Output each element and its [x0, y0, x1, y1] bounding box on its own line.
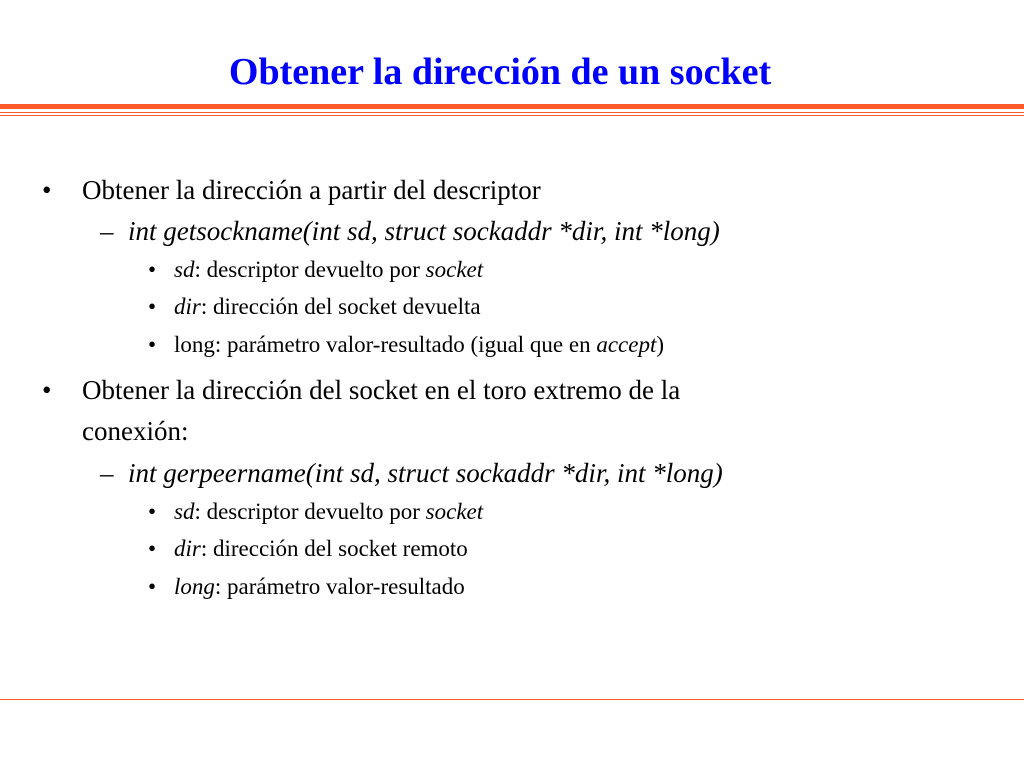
- ref-socket: socket: [425, 499, 484, 524]
- dash-marker: –: [100, 458, 114, 488]
- section1-bullet-text: Obtener la dirección a partir del descriptor: [82, 175, 541, 205]
- term-dir: dir: [174, 294, 201, 319]
- section2-bullet-text-line1: Obtener la dirección del socket en el toro extremo de la: [82, 375, 681, 405]
- section1-item-long: [174, 330, 664, 360]
- sub-bullet-marker: •: [148, 536, 157, 561]
- ref-accept: accept: [596, 332, 657, 357]
- item-description: dirección del socket remoto: [212, 536, 468, 561]
- item-description: dirección del socket devuelta: [212, 294, 481, 319]
- sub-bullet-marker: •: [148, 332, 157, 357]
- sub-bullet-marker: •: [148, 574, 157, 599]
- item-description: descriptor devuelto por: [206, 257, 426, 282]
- dash-marker: –: [100, 216, 114, 246]
- bullet-marker: •: [42, 175, 52, 205]
- term-sd: sd: [174, 499, 195, 524]
- sub-bullet-marker: •: [148, 499, 157, 524]
- sub-bullet-marker: •: [148, 294, 157, 319]
- separator: :: [194, 499, 207, 524]
- term-sd: sd: [174, 257, 195, 282]
- footer-divider: [0, 699, 1024, 700]
- slide-title: Obtener la dirección de un socket: [228, 51, 772, 93]
- item-description: parámetro valor-resultado: [227, 574, 465, 599]
- section1-item-dir: [174, 292, 481, 322]
- term-dir: dir: [174, 536, 201, 561]
- separator: :: [194, 257, 207, 282]
- section2-item-dir: [174, 534, 468, 564]
- section2-signature: int gerpeername(int sd, struct sockaddr *dir, int *long): [128, 458, 723, 488]
- ref-socket: socket: [425, 257, 484, 282]
- separator: :: [200, 536, 213, 561]
- closing-paren: ): [656, 332, 665, 357]
- section2-item-long: [174, 572, 465, 602]
- bullet-marker: •: [42, 375, 52, 405]
- item-description: long: parámetro valor-resultado (igual que en: [174, 332, 597, 357]
- separator: :: [200, 294, 213, 319]
- sub-bullet-marker: •: [148, 257, 157, 282]
- item-description: descriptor devuelto por: [206, 499, 426, 524]
- section2-item-sd: [174, 497, 483, 527]
- section2-bullet-text-line2: conexión:: [82, 416, 189, 446]
- section1-item-sd: [174, 255, 483, 285]
- section1-signature: int getsockname(int sd, struct sockaddr *dir, int *long): [128, 216, 720, 246]
- separator: :: [214, 574, 228, 599]
- term-long: long: [174, 574, 215, 599]
